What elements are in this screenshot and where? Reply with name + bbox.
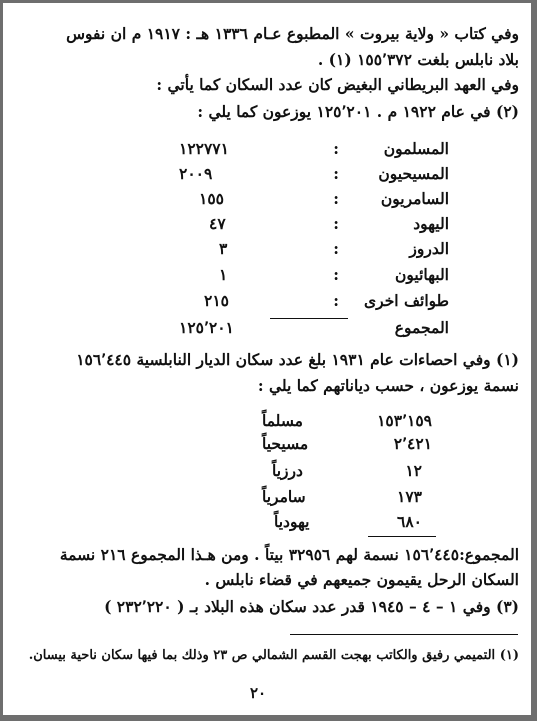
paragraph-4-line-2: نسمة يوزعون ، حسب دياناتهم كما يلي : [257,376,519,395]
table1-value: ٤٧ [209,214,226,233]
table1-label: المسيحيون [378,164,449,183]
paragraph-5-line-1: المجموع:١٥٦٬٤٤٥ نسمة لهم ٣٢٩٥٦ بيتاً . ومن هـذا المجموع ٢١٦ نسمة [59,545,519,564]
table1-row [199,189,449,211]
table2-value: ٢٬٤٢١ [393,434,432,453]
table1-row [179,164,449,186]
table1-label: البهائيون [395,265,449,284]
table1-colon: : [333,291,339,310]
table2-row [262,461,432,483]
table1-total-value: ١٢٥٬٢٠١ [179,318,234,337]
paragraph-1-line-1: وفي كتاب « ولاية بيروت » المطبوع عـام ١٣٣٦ هـ : ١٩١٧ م ان نفوس [66,24,519,43]
paragraph-3: (٢) في عام ١٩٢٢ م . ١٢٥٬٢٠١ يوزعون كما يلي : [197,102,519,121]
table1-value: ٢١٥ [204,291,229,310]
table1-row [209,214,449,236]
paragraph-5-line-2: السكان الرحل يقيمون جميعهم في قضاء نابلس . [204,570,519,589]
table1-colon: : [333,164,339,183]
table1-colon: : [333,214,339,233]
table1-value: ٣ [219,239,228,258]
table2-label: مسيحياً [262,434,309,453]
table2-row [262,487,432,509]
table1-value: ١ [219,265,228,284]
table2-row [262,434,432,456]
paragraph-4-line-1: (١) وفي احصاءات عام ١٩٣١ بلغ عدد سكان الديار النابلسية ١٥٦٬٤٤٥ [76,350,519,369]
table1-label: السامريون [380,189,449,208]
table1-total-label: المجموع [394,318,449,337]
table1-label: الدروز [409,239,449,258]
table2-label: مسلماً [262,411,303,430]
table1-colon: : [333,189,339,208]
table1-colon: : [333,265,339,284]
paragraph-6: (٣) وفي ١ – ٤ – ١٩٤٥ قدر عدد سكان هذه البلاد بـ ( ٢٣٢٬٢٢٠ ) [104,597,519,616]
table1-value: ١٥٥ [199,189,224,208]
table2-label: سامرياً [262,487,306,506]
table2-value: ١٢ [405,461,422,480]
table1-row [219,265,449,287]
table1-value: ٢٠٠٩ [179,164,213,183]
footnote: (١) التميمي رفيق والكاتب بهجت القسم الشمالي ص ٢٣ وذلك بما فيها سكان ناحية بيسان. [28,648,519,663]
table1-value: ١٢٢٧٧١ [179,139,229,158]
table1-row [204,291,449,313]
table1-row [179,139,449,161]
table2-label: درزياً [272,461,303,480]
table2-row [262,512,432,534]
table1-colon: : [333,239,339,258]
table2-label: يهودياً [274,512,310,531]
table2-value: ١٥٣٬١٥٩ [377,411,432,430]
table1-colon: : [333,139,339,158]
table2-value: ١٧٣ [397,487,422,506]
page-number: ٢٠ [250,684,267,702]
table1-row [219,239,449,261]
table1-label: المسلمون [383,139,449,158]
table2-value: ٦٨٠ [397,512,422,531]
paragraph-2: وفي العهد البريطاني البغيض كان عدد السكان كما يأتي : [156,75,519,94]
paragraph-1-line-2: بلاد نابلس بلغت ١٥٥٬٣٧٢ (١) . [317,50,519,69]
table1-label: اليهود [413,214,449,233]
table1-total-row [179,318,449,340]
table2-total-rule [368,536,436,537]
table1-label: طوائف اخرى [364,291,449,310]
table2-row [262,411,432,433]
footnote-separator [290,634,518,635]
